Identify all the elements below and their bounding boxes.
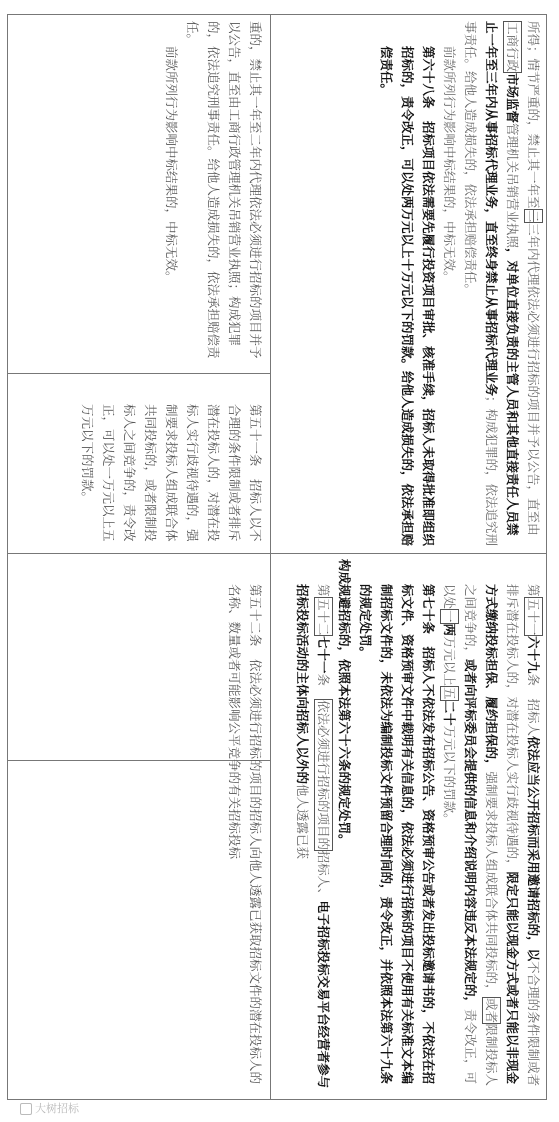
original-paragraph: 第五十二条 依法必须进行招标的项目的招标人向他人透露已获取招标文件的潜在投标人的名称、数量或者可能影响公平竞争的有关招标投标 — [227, 584, 263, 1085]
revised-text: 所得；情节严重的，禁止其一年至 — [526, 21, 541, 209]
revised-text: 他人透露已获 — [295, 784, 310, 860]
original-paragraph: 重的，禁止其一年至二年内代理依法必须进行招标的项目并予以公告，直至由工商行政管理机关吊销营业执照；构成犯罪的，依法追究刑事责任。给他人造成损失的，依法承担赔偿责任。 — [185, 21, 263, 359]
deleted-text-box: 五 — [442, 687, 457, 700]
revised-text: 万元以上 — [442, 636, 457, 687]
revised-text: 第 — [526, 584, 541, 597]
deleted-text-box: 或者 — [484, 997, 499, 1023]
revised-text: 不合理的条件限制或者排斥潜在投标人的，对潜在投标人实行歧视待遇的， — [505, 584, 541, 1087]
revised-text: 万元以下的罚款。 — [442, 725, 457, 826]
revised-cell-top — [271, 15, 548, 553]
added-text: 七十一 — [316, 636, 331, 674]
added-text: 或者向评标委员会提供的信息和介绍说明内容违反本法规定的， — [463, 659, 478, 1010]
revised-paragraph: 前款所列行为影响中标结果的，中标无效。 — [442, 46, 457, 284]
original-cell-article-52 — [8, 553, 270, 1101]
revised-text: ；构成犯罪的，依法追究刑事责任。给他人造成损失的，依法承担赔偿责任。 — [463, 21, 499, 547]
watermark-text: 大树招标 — [35, 1102, 79, 1115]
revised-article-69 — [439, 559, 544, 1095]
added-article-68: 第六十八条 招标项目依法需要先履行投资项目审批、核准手续，招标人未取得批准即组织招标的，责令改正，可以处两万元以上十万元以下的罚款。给他人造成损失的，依法承担赔偿责任。 — [379, 46, 436, 547]
added-text: 二十 — [442, 700, 457, 726]
deleted-text-box: 五十二 — [316, 597, 331, 636]
deleted-text-box: 二 — [526, 209, 541, 223]
added-text: 限定只能以现金方式或者只能以非现金方式缴纳投标担保、履约担保的， — [484, 584, 520, 1085]
revised-text: 责令改正，可以处 — [442, 584, 478, 1085]
revised-text: 限制投标人之间竞争的， — [463, 584, 499, 1087]
revised-paragraph — [460, 21, 544, 547]
revised-article-71 — [292, 559, 334, 1095]
revised-text: 强制要求投标人组成联合体共同投标的， — [484, 771, 499, 997]
added-text: 六十九 — [526, 636, 541, 674]
deleted-text-box: 依法必须进行招标的项目的 — [316, 699, 331, 850]
watermark-logo-icon — [20, 1103, 32, 1115]
added-text: 构成规避招标的，依照本法第六十六条的规定处罚。 — [337, 559, 352, 847]
original-paragraph: 第五十一条 招标人以不合理的条件限制或者排斥潜在投标人的，对潜在投标人实行歧视待遇的，强制要求投标人组成联合体共同投标的，或者限制投标人之间竞争的，责令改正，可以处一万元以上五万元以下的罚款。 — [80, 404, 263, 542]
deleted-text-box: 一 — [442, 610, 457, 623]
deleted-text-box: 工商行政 — [505, 22, 520, 73]
added-text: 两 — [442, 623, 457, 637]
revised-text: 条 — [316, 673, 331, 699]
deleted-text-box: 五十一 — [526, 597, 541, 636]
revised-cell-article-69-71 — [271, 553, 548, 1101]
original-paragraph: 前款所列行为影响中标结果的，中标无效。 — [164, 46, 179, 284]
revised-text: 招标人、 — [316, 850, 331, 901]
added-text: ，对单位直接负责的主管人员和其他直接责任人员禁止一年至三年内从事招标代理业务，直至终身禁止从事招标代理业务 — [484, 21, 520, 536]
revised-text: 条 招标人 — [526, 673, 541, 737]
revised-text: 三年内代理依法必须进行招标的项目并予以公告，直至由 — [526, 223, 541, 536]
watermark — [20, 1100, 79, 1116]
added-text: 电子招标投标交易平台经营者参与招标投标活动的主体向招标人以外的 — [295, 584, 331, 1089]
added-article-70: 第七十条 招标人不依法发布招标公告、资格预审公告或者发出投标邀请书的，不依法在招标文件、资格预审文件中载明有关信息的，依法必须进行招标的项目不使用有关标准文本编制招标文件的，未依法为编制投标文件预留合理时间的，责令改正，并依照本法第六十九条的规定处罚。 — [358, 584, 436, 1085]
revised-text: 管理机关吊销营业执照 — [505, 123, 520, 249]
original-cell-article-51 — [8, 373, 270, 553]
revised-text: 第 — [316, 584, 331, 597]
comparison-table — [7, 14, 547, 1100]
original-cell-top — [8, 15, 270, 373]
added-text: 市场监督 — [505, 73, 520, 124]
added-text: 依法应当公开招标而采用邀请招标的，以 — [526, 736, 541, 962]
